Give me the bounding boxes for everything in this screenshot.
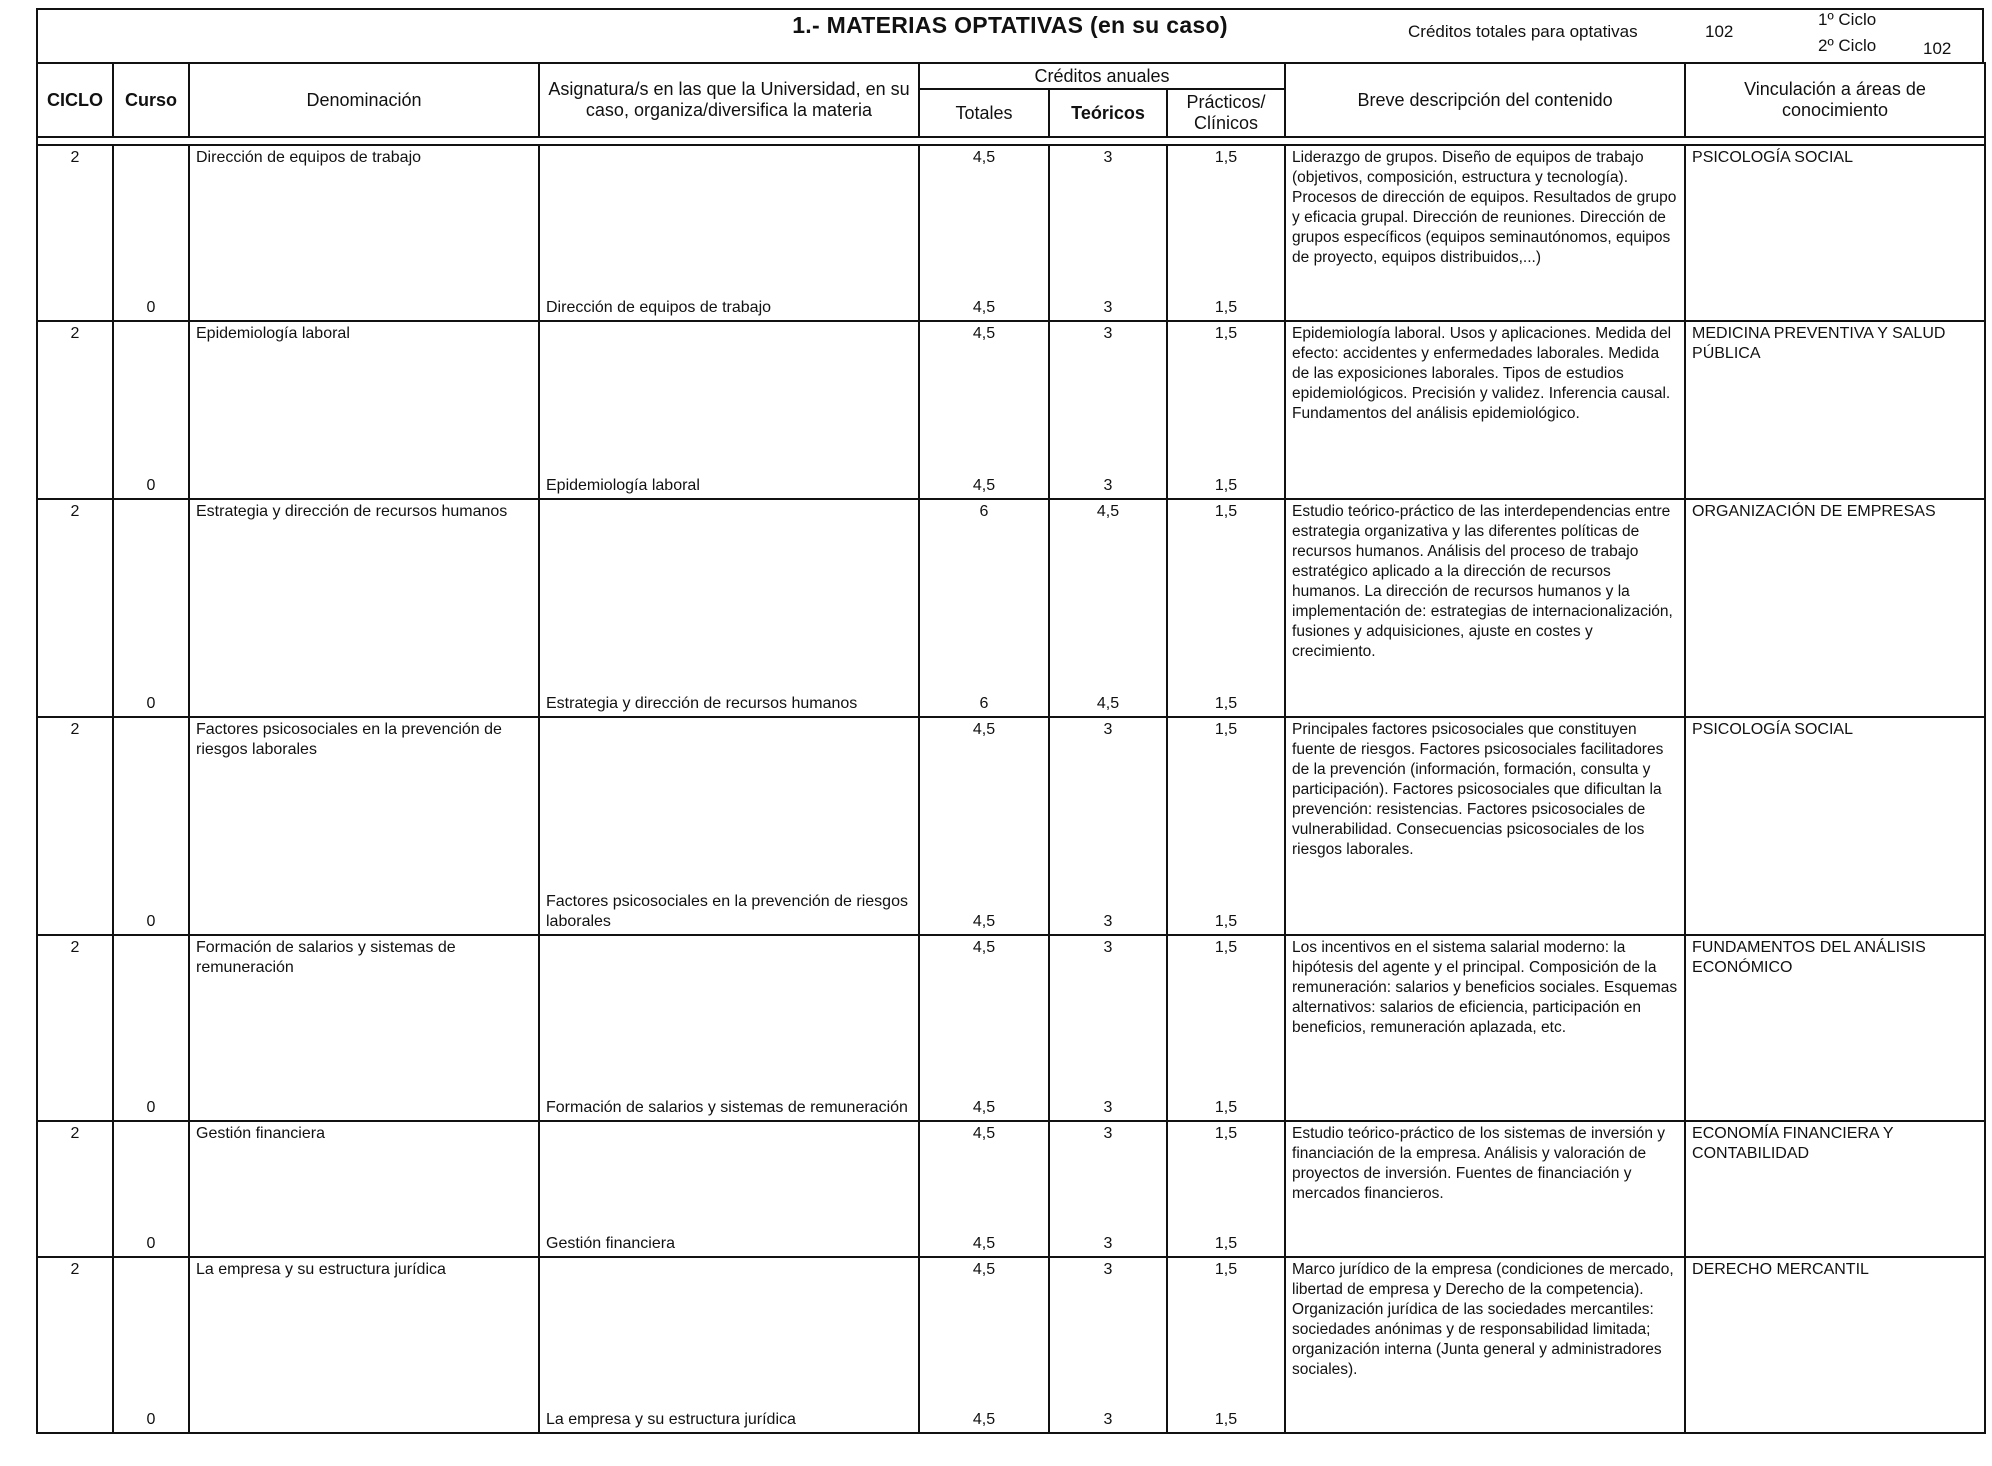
table-cell xyxy=(113,321,189,499)
creditos-total: 102 xyxy=(1705,22,1734,41)
table-cell xyxy=(1285,499,1685,717)
area-conocimiento: FUNDAMENTOS DEL ANÁLISIS ECONÓMICO xyxy=(1692,939,1926,976)
asignatura: Gestión financiera xyxy=(546,1235,675,1252)
table-cell xyxy=(1049,321,1167,499)
table-row xyxy=(37,145,1985,321)
table-cell xyxy=(113,145,189,321)
curso-value: 0 xyxy=(146,1099,156,1116)
table-cell xyxy=(539,499,919,717)
totales-value: 4,5 xyxy=(972,939,996,956)
table-row xyxy=(37,935,1985,1121)
descripcion: Principales factores psicosociales que constituyen fuente de riesgos. Factores psicosociales facilitadores de la prevención (información, formación, consulta y participación). Factores psicosociales que dificultan la prevención: resistencias. Factores psicosociales de vulnerabilidad. Consecuencias psicosociales de los riesgos laborales. xyxy=(1292,721,1664,858)
table-cell xyxy=(1167,499,1285,717)
totales-value: 4,5 xyxy=(972,1261,996,1278)
asig-practicos-value: 1,5 xyxy=(1214,477,1238,494)
table-cell xyxy=(37,321,113,499)
table-cell xyxy=(1167,935,1285,1121)
totales-value: 4,5 xyxy=(972,1125,996,1142)
asig-totales-value: 4,5 xyxy=(972,1099,996,1116)
creditos-label: Créditos totales para optativas xyxy=(1408,22,1638,41)
materias-table xyxy=(36,62,1986,1434)
asig-practicos-value: 1,5 xyxy=(1214,299,1238,316)
asig-teoricos-value: 3 xyxy=(1103,1099,1113,1116)
asignatura: La empresa y su estructura jurídica xyxy=(546,1411,796,1428)
table-cell xyxy=(539,321,919,499)
asignatura: Estrategia y dirección de recursos humanos xyxy=(546,695,858,712)
table-cell xyxy=(189,321,539,499)
descripcion: Estudio teórico-práctico de los sistemas de inversión y financiación de la empresa. Análisis y valoración de proyectos de inversión. Fuentes de financiación y mercados financieros. xyxy=(1292,1125,1666,1202)
table-cell xyxy=(919,145,1049,321)
optativas-sheet xyxy=(36,8,1984,1434)
ciclo2-value: 102 xyxy=(1923,39,1952,58)
table-cell xyxy=(1049,1121,1167,1257)
table-cell xyxy=(1685,1257,1985,1433)
col-descripcion: Breve descripción del contenido xyxy=(1285,63,1685,137)
asig-teoricos-value: 3 xyxy=(1103,299,1113,316)
col-curso: Curso xyxy=(113,63,189,137)
asig-teoricos-value: 3 xyxy=(1103,1235,1113,1252)
table-cell xyxy=(113,1121,189,1257)
ciclo-value: 2 xyxy=(70,721,80,738)
curso-value: 0 xyxy=(146,1411,156,1428)
table-cell xyxy=(1049,145,1167,321)
practicos-value: 1,5 xyxy=(1214,1261,1238,1278)
asig-totales-value: 4,5 xyxy=(972,299,996,316)
denominacion: Dirección de equipos de trabajo xyxy=(196,149,422,166)
asig-practicos-value: 1,5 xyxy=(1214,1099,1238,1116)
practicos-value: 1,5 xyxy=(1214,325,1238,342)
table-cell xyxy=(37,935,113,1121)
asignatura: Epidemiología laboral xyxy=(546,477,700,494)
table-cell xyxy=(539,935,919,1121)
curso-value: 0 xyxy=(146,695,156,712)
col-vinculacion: Vinculación a áreas de conocimiento xyxy=(1685,63,1985,137)
table-cell xyxy=(1685,145,1985,321)
table-cell xyxy=(919,1257,1049,1433)
asig-totales-value: 4,5 xyxy=(972,1235,996,1252)
table-cell xyxy=(919,1121,1049,1257)
asig-practicos-value: 1,5 xyxy=(1214,1235,1238,1252)
teoricos-value: 3 xyxy=(1103,939,1113,956)
table-cell xyxy=(1167,1121,1285,1257)
table-cell xyxy=(189,145,539,321)
area-conocimiento: MEDICINA PREVENTIVA Y SALUD PÚBLICA xyxy=(1692,325,1946,362)
practicos-value: 1,5 xyxy=(1214,939,1238,956)
table-row xyxy=(37,1257,1985,1433)
table-cell xyxy=(189,1257,539,1433)
table-row xyxy=(37,321,1985,499)
asig-practicos-value: 1,5 xyxy=(1214,1411,1238,1428)
page-title: 1.- MATERIAS OPTATIVAS (en su caso) xyxy=(792,12,1228,38)
table-cell xyxy=(37,717,113,935)
table-cell xyxy=(1285,717,1685,935)
table-cell xyxy=(189,935,539,1121)
table-cell xyxy=(37,1121,113,1257)
curso-value: 0 xyxy=(146,1235,156,1252)
col-totales: Totales xyxy=(919,89,1049,137)
curso-value: 0 xyxy=(146,477,156,494)
table-cell xyxy=(37,499,113,717)
col-teoricos: Teóricos xyxy=(1049,89,1167,137)
title-bar xyxy=(36,8,1984,62)
area-conocimiento: ORGANIZACIÓN DE EMPRESAS xyxy=(1692,503,1936,520)
table-cell xyxy=(1685,935,1985,1121)
asig-teoricos-value: 3 xyxy=(1103,1411,1113,1428)
teoricos-value: 3 xyxy=(1103,1261,1113,1278)
table-cell xyxy=(113,935,189,1121)
table-cell xyxy=(1285,321,1685,499)
denominacion: Epidemiología laboral xyxy=(196,325,350,342)
asig-teoricos-value: 3 xyxy=(1103,477,1113,494)
ciclo-value: 2 xyxy=(70,325,80,342)
ciclo-value: 2 xyxy=(70,503,80,520)
asignatura: Dirección de equipos de trabajo xyxy=(546,299,772,316)
table-cell xyxy=(539,1257,919,1433)
table-cell xyxy=(1285,1257,1685,1433)
descripcion: Estudio teórico-práctico de las interdependencias entre estrategia organizativa y las diferentes políticas de recursos humanos. Análisis del proceso de trabajo estratégico aplicado a la dirección de recursos humanos. La dirección de recursos humanos y la implementación de: estrategias de internacionalización, fusiones y adquisiciones, ajuste en costes y crecimiento. xyxy=(1292,503,1673,660)
table-cell xyxy=(189,1121,539,1257)
col-asignatura: Asignatura/s en las que la Universidad, en su caso, organiza/diversifica la materia xyxy=(539,63,919,137)
table-cell xyxy=(37,145,113,321)
totales-value: 6 xyxy=(979,503,989,520)
totales-value: 4,5 xyxy=(972,149,996,166)
practicos-value: 1,5 xyxy=(1214,721,1238,738)
table-cell xyxy=(539,145,919,321)
ciclo-value: 2 xyxy=(70,149,80,166)
teoricos-value: 4,5 xyxy=(1096,503,1120,520)
table-row xyxy=(37,717,1985,935)
ciclo2-label: 2º Ciclo xyxy=(1818,36,1877,55)
descripcion: Los incentivos en el sistema salarial moderno: la hipótesis del agente y el principal. Composición de la remuneración: salarios y beneficios sociales. Esquemas alternativos: salarios de eficiencia, participación en beneficios, remuneración aplazada, etc. xyxy=(1292,939,1678,1036)
asig-practicos-value: 1,5 xyxy=(1214,913,1238,930)
table-cell xyxy=(113,717,189,935)
asig-totales-value: 4,5 xyxy=(972,477,996,494)
table-cell xyxy=(1685,1121,1985,1257)
table-cell xyxy=(1285,935,1685,1121)
denominacion: Formación de salarios y sistemas de remuneración xyxy=(196,939,456,976)
area-conocimiento: PSICOLOGÍA SOCIAL xyxy=(1692,149,1853,166)
table-cell xyxy=(1285,1121,1685,1257)
table-cell xyxy=(113,499,189,717)
table-cell xyxy=(539,717,919,935)
asig-totales-value: 4,5 xyxy=(972,913,996,930)
teoricos-value: 3 xyxy=(1103,325,1113,342)
denominacion: Estrategia y dirección de recursos humanos xyxy=(196,503,508,520)
col-practicos: Prácticos/ Clínicos xyxy=(1167,89,1285,137)
table-cell xyxy=(1049,499,1167,717)
descripcion: Epidemiología laboral. Usos y aplicaciones. Medida del efecto: accidentes y enfermedades laborales. Medida de las exposiciones laborales. Tipos de estudios epidemiológicos. Precisión y validez. Inferencia causal. Fundamentos del análisis epidemiológico. xyxy=(1292,325,1672,422)
ciclo-value: 2 xyxy=(70,1261,80,1278)
table-cell xyxy=(919,499,1049,717)
table-row xyxy=(37,499,1985,717)
teoricos-value: 3 xyxy=(1103,149,1113,166)
practicos-value: 1,5 xyxy=(1214,149,1238,166)
curso-value: 0 xyxy=(146,299,156,316)
practicos-value: 1,5 xyxy=(1214,503,1238,520)
descripcion: Liderazgo de grupos. Diseño de equipos de trabajo (objetivos, composición, estructura y tecnología). Procesos de dirección de equipos. Resultados de grupo y eficacia grupal. Dirección de reuniones. Dirección de grupos específicos (equipos seminautónomos, equipos de proyecto, equipos distribuidos,...) xyxy=(1292,149,1677,266)
totales-value: 4,5 xyxy=(972,721,996,738)
table-cell xyxy=(1167,1257,1285,1433)
table-cell xyxy=(919,321,1049,499)
col-ciclo: CICLO xyxy=(37,63,113,137)
col-creditos-anuales: Créditos anuales xyxy=(919,63,1285,89)
asignatura: Formación de salarios y sistemas de remuneración xyxy=(546,1099,908,1116)
table-cell xyxy=(1685,717,1985,935)
area-conocimiento: PSICOLOGÍA SOCIAL xyxy=(1692,721,1853,738)
table-cell xyxy=(1167,321,1285,499)
denominacion: La empresa y su estructura jurídica xyxy=(196,1261,446,1278)
ciclo-value: 2 xyxy=(70,939,80,956)
teoricos-value: 3 xyxy=(1103,721,1113,738)
table-cell xyxy=(539,1121,919,1257)
asig-teoricos-value: 4,5 xyxy=(1096,695,1120,712)
ciclo1-label: 1º Ciclo xyxy=(1818,10,1877,29)
table-cell xyxy=(1049,1257,1167,1433)
curso-value: 0 xyxy=(146,913,156,930)
asig-practicos-value: 1,5 xyxy=(1214,695,1238,712)
table-cell xyxy=(1167,145,1285,321)
asignatura: Factores psicosociales en la prevención de riesgos laborales xyxy=(546,893,908,930)
teoricos-value: 3 xyxy=(1103,1125,1113,1142)
table-cell xyxy=(919,935,1049,1121)
denominacion: Factores psicosociales en la prevención de riesgos laborales xyxy=(196,721,502,758)
totales-value: 4,5 xyxy=(972,325,996,342)
asig-totales-value: 6 xyxy=(979,695,989,712)
table-cell xyxy=(1049,717,1167,935)
table-cell xyxy=(113,1257,189,1433)
table-cell xyxy=(1685,499,1985,717)
table-cell xyxy=(37,1257,113,1433)
asig-teoricos-value: 3 xyxy=(1103,913,1113,930)
descripcion: Marco jurídico de la empresa (condiciones de mercado, libertad de empresa y Derecho de la competencia). Organización jurídica de las sociedades mercantiles: sociedades anónimas y de responsabilidad limitada; organización interna (Junta general y administradores sociales). xyxy=(1292,1261,1674,1378)
table-cell xyxy=(189,717,539,935)
asig-totales-value: 4,5 xyxy=(972,1411,996,1428)
denominacion: Gestión financiera xyxy=(196,1125,325,1142)
area-conocimiento: ECONOMÍA FINANCIERA Y CONTABILIDAD xyxy=(1692,1125,1894,1162)
practicos-value: 1,5 xyxy=(1214,1125,1238,1142)
col-denominacion: Denominación xyxy=(189,63,539,137)
ciclo-value: 2 xyxy=(70,1125,80,1142)
table-cell xyxy=(1285,145,1685,321)
table-cell xyxy=(189,499,539,717)
area-conocimiento: DERECHO MERCANTIL xyxy=(1692,1261,1869,1278)
table-cell xyxy=(1685,321,1985,499)
table-cell xyxy=(919,717,1049,935)
table-row xyxy=(37,1121,1985,1257)
table-cell xyxy=(1049,935,1167,1121)
table-cell xyxy=(1167,717,1285,935)
